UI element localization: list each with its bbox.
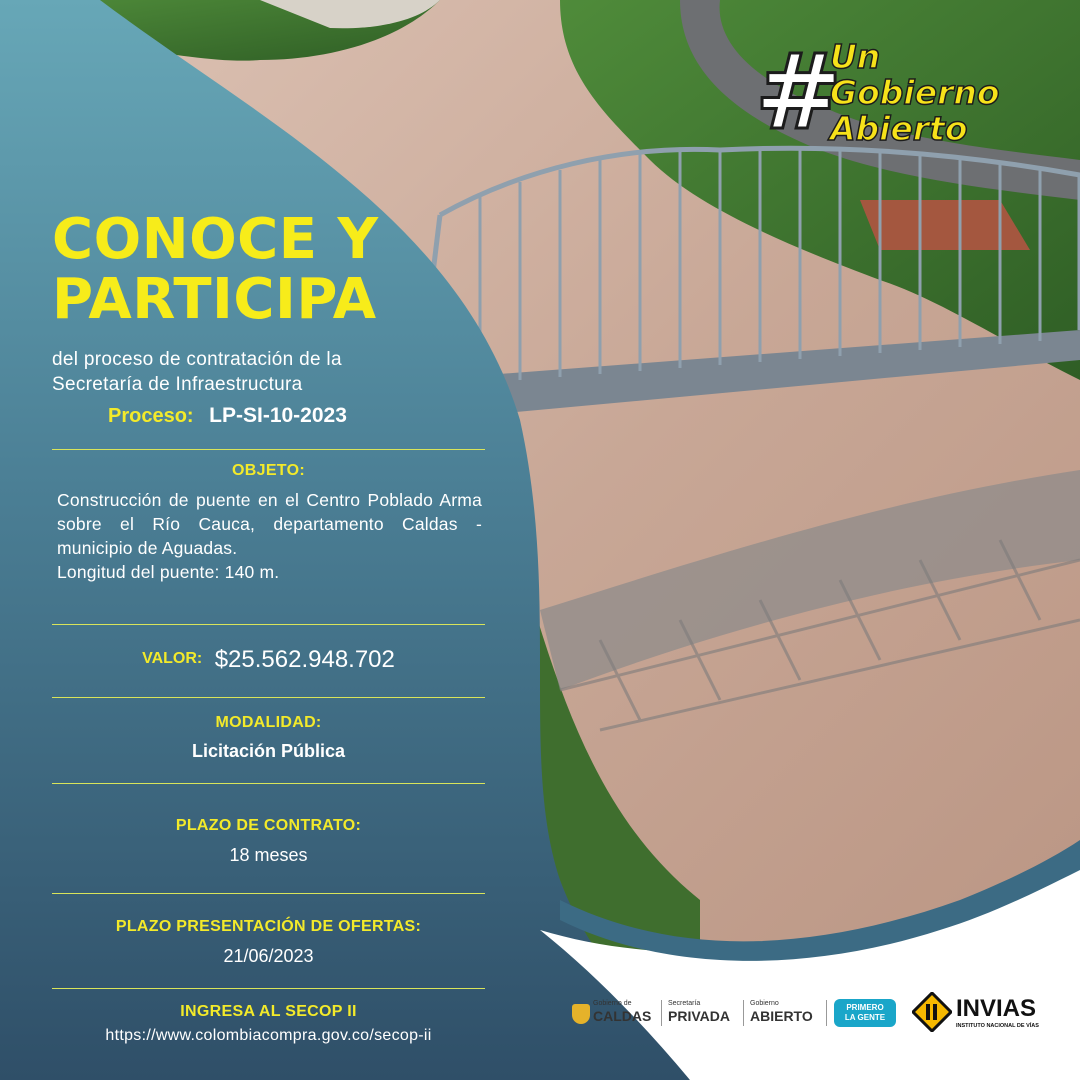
valor-value: $25.562.948.702 [214,646,395,673]
invias-logo: INVIAS [956,995,1037,1022]
caldas-shield-icon [572,1004,590,1024]
valor-row [52,646,485,674]
privada-logo: PRIVADA [668,1008,730,1024]
slogan-line1: Un [830,37,881,76]
plazo-ofertas-label: PLAZO PRESENTACIÓN DE OFERTAS: [115,918,422,935]
divider [52,697,485,698]
primero-line2: LA GENTE [844,1013,886,1022]
valor-label: VALOR: [142,650,203,667]
logo-divider [743,1000,744,1026]
plazo-contrato-value: 18 meses [229,845,308,865]
invias-subtitle: INSTITUTO NACIONAL DE VÍAS [956,1023,1039,1029]
divider [52,449,485,450]
slogan-line2: Gobierno [830,73,1000,112]
divider [52,893,485,894]
objeto-text: Construcción de puente en el Centro Poblado Arma sobre el Río Cauca, departamento Caldas - municipio de Aguadas. [57,490,482,558]
logo-divider [826,1000,827,1026]
abierto-logo-small: Gobierno [750,1000,779,1007]
modalidad-label: MODALIDAD: [215,714,322,731]
headline-line1: CONOCE Y [52,207,379,272]
plazo-contrato-label: PLAZO DE CONTRATO: [175,817,362,834]
logo-divider [661,1000,662,1026]
secop-label: INGRESA AL SECOP II [180,1003,357,1020]
caldas-logo-small: Gobierno de [593,1000,632,1007]
caldas-logo: CALDAS [593,1008,652,1024]
primero-line1: PRIMERO [846,1003,884,1012]
footer-logos [572,990,1052,1040]
invias-diamond-icon [912,992,952,1032]
divider [52,988,485,989]
divider [52,624,485,625]
privada-logo-small: Secretaría [668,1000,701,1007]
primero-la-gente-logo [834,999,896,1027]
slogan-line3: Abierto [830,109,968,148]
divider [52,783,485,784]
plazo-ofertas-value: 21/06/2023 [223,946,314,966]
headline-line2: PARTICIPA [52,267,377,332]
objeto-block [57,488,482,584]
objeto-label: OBJETO: [232,462,305,479]
process-value: LP-SI-10-2023 [209,404,347,427]
headline [52,207,492,332]
abierto-logo: ABIERTO [750,1008,813,1024]
modalidad-value: Licitación Pública [191,741,346,761]
hash-icon: # [755,31,843,153]
process-label: Proceso: [108,405,194,427]
intro-text: del proceso de contratación de la Secretaría de Infraestructura [52,349,342,395]
process-row [108,404,448,428]
secop-url-link[interactable]: https://www.colombiacompra.gov.co/secop-ii [105,1027,432,1044]
objeto-length: Longitud del puente: 140 m. [57,562,280,582]
